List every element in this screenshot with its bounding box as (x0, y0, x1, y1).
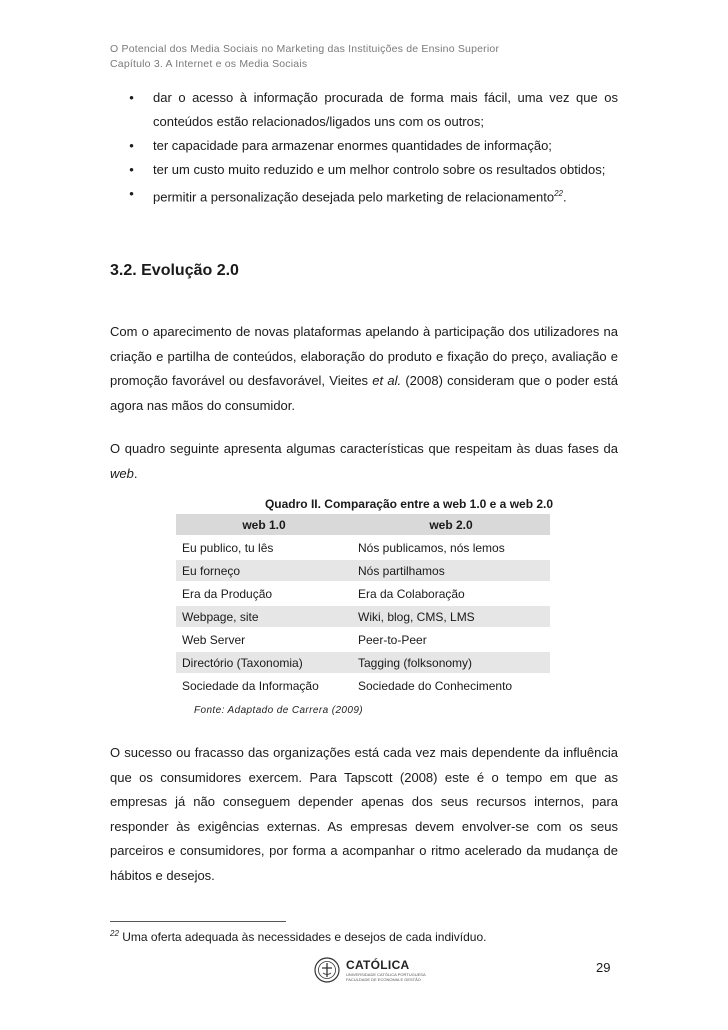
table-cell: Directório (Taxonomia) (176, 651, 352, 674)
logo-name: CATÓLICA (346, 957, 410, 972)
table-cell: Nós partilhamos (352, 559, 550, 582)
header-line-1: O Potencial dos Media Sociais no Marketing das Instituições de Ensino Superior (110, 43, 500, 55)
logo-subtitle-2: FACULDADE DE ECONOMIA E GESTÃO (346, 976, 421, 982)
table-cell: Peer-to-Peer (352, 628, 550, 651)
list-item (110, 86, 618, 134)
comparison-table (176, 514, 550, 698)
para1-emphasis: et al. (372, 373, 402, 388)
table-cell: Eu publico, tu lês (176, 536, 352, 559)
table-cell: Wiki, blog, CMS, LMS (352, 605, 550, 628)
bullet-text: dar o acesso à informação procurada de forma mais fácil, uma vez que os conteúdos estão relacionados/ligados uns com os outros; (153, 90, 618, 129)
table-cell: Tagging (folksonomy) (352, 651, 550, 674)
bullet-text-main: permitir a personalização desejada pelo marketing de relacionamento (153, 189, 555, 205)
university-logo (314, 957, 426, 983)
para3-text: O sucesso ou fracasso das organizações está cada vez mais dependente da influência que os consumidores exercem. Para Tapscott (2008) este é o tempo em que as empresas já não conseguem depender apenas dos seus recursos internos, para responder às exigências externas. As empresas devem envolver-se com os seus parceiros e consumidores, por forma a acompanhar o ritmo acelerado da mudança de hábitos e desejos. (110, 745, 618, 883)
paragraph-conclusion (110, 741, 618, 888)
section-heading: 3.2. Evolução 2.0 (110, 262, 239, 279)
footnote-ref[interactable]: 22 (554, 189, 563, 198)
table-cell: Web Server (176, 628, 352, 651)
para2-emphasis: web (110, 465, 134, 481)
table-cell: Eu forneço (176, 559, 352, 582)
footnote (110, 929, 487, 944)
table-row (176, 605, 550, 628)
bullet-dot: • (129, 162, 134, 177)
column-header: web 1.0 (176, 514, 352, 536)
bullet-text (153, 182, 618, 209)
table-header-row (176, 514, 550, 536)
table-cell: Webpage, site (176, 605, 352, 628)
footnote-mark: 22 (110, 929, 119, 938)
table-row (176, 651, 550, 674)
bullet-dot: • (129, 186, 134, 201)
table-cell: Sociedade do Conhecimento (352, 674, 550, 697)
logo-subtitle-1: UNIVERSIDADE CATÓLICA PORTUGUESA (346, 971, 426, 977)
para2-text-end: . (133, 465, 138, 481)
table-row (176, 674, 550, 697)
bullet-list (110, 86, 618, 209)
footnote-text: Uma oferta adequada às necessidades e desejos de cada indivíduo. (118, 930, 487, 944)
running-header (110, 42, 499, 72)
list-item (110, 134, 618, 158)
table-source: Fonte: Adaptado de Carrera (2009) (194, 705, 364, 716)
bullet-dot: • (129, 138, 134, 153)
para2-text: O quadro seguinte apresenta algumas características que respeitam às duas fases da (110, 441, 618, 456)
table-row (176, 536, 550, 559)
paragraph-table-intro (110, 437, 618, 486)
paragraph-intro (110, 320, 618, 418)
page-number: 29 (596, 960, 611, 975)
para1-text-end: (2008) consideram que o poder está agora nas mãos do consumidor. (110, 373, 618, 413)
table-cell: Era da Colaboração (352, 582, 550, 605)
table-cell: Sociedade da Informação (176, 674, 352, 697)
list-item (110, 158, 618, 182)
bullet-dot: • (129, 90, 134, 105)
table-row (176, 582, 550, 605)
bullet-text: ter um custo muito reduzido e um melhor controlo sobre os resultados obtidos; (153, 162, 606, 177)
bullet-text-end: . (562, 189, 567, 205)
table-cell: Nós publicamos, nós lemos (352, 536, 550, 559)
table-cell: Era da Produção (176, 582, 352, 605)
table-row (176, 559, 550, 582)
bullet-text: ter capacidade para armazenar enormes quantidades de informação; (153, 138, 552, 153)
table-row (176, 628, 550, 651)
table-caption: Quadro II. Comparação entre a web 1.0 e a web 2.0 (264, 497, 554, 511)
column-header: web 2.0 (352, 514, 550, 536)
seal-icon (314, 957, 340, 983)
header-line-2: Capítulo 3. A Internet e os Media Sociais (110, 58, 308, 70)
list-item (110, 182, 618, 209)
para1-text: Com o aparecimento de novas plataformas apelando à participação dos utilizadores na criação e partilha de conteúdos, elaboração do produto e fixação do preço, avaliação e promoção favorável ou desfavorável, Vieites (110, 324, 618, 388)
footnote-divider (110, 921, 286, 922)
